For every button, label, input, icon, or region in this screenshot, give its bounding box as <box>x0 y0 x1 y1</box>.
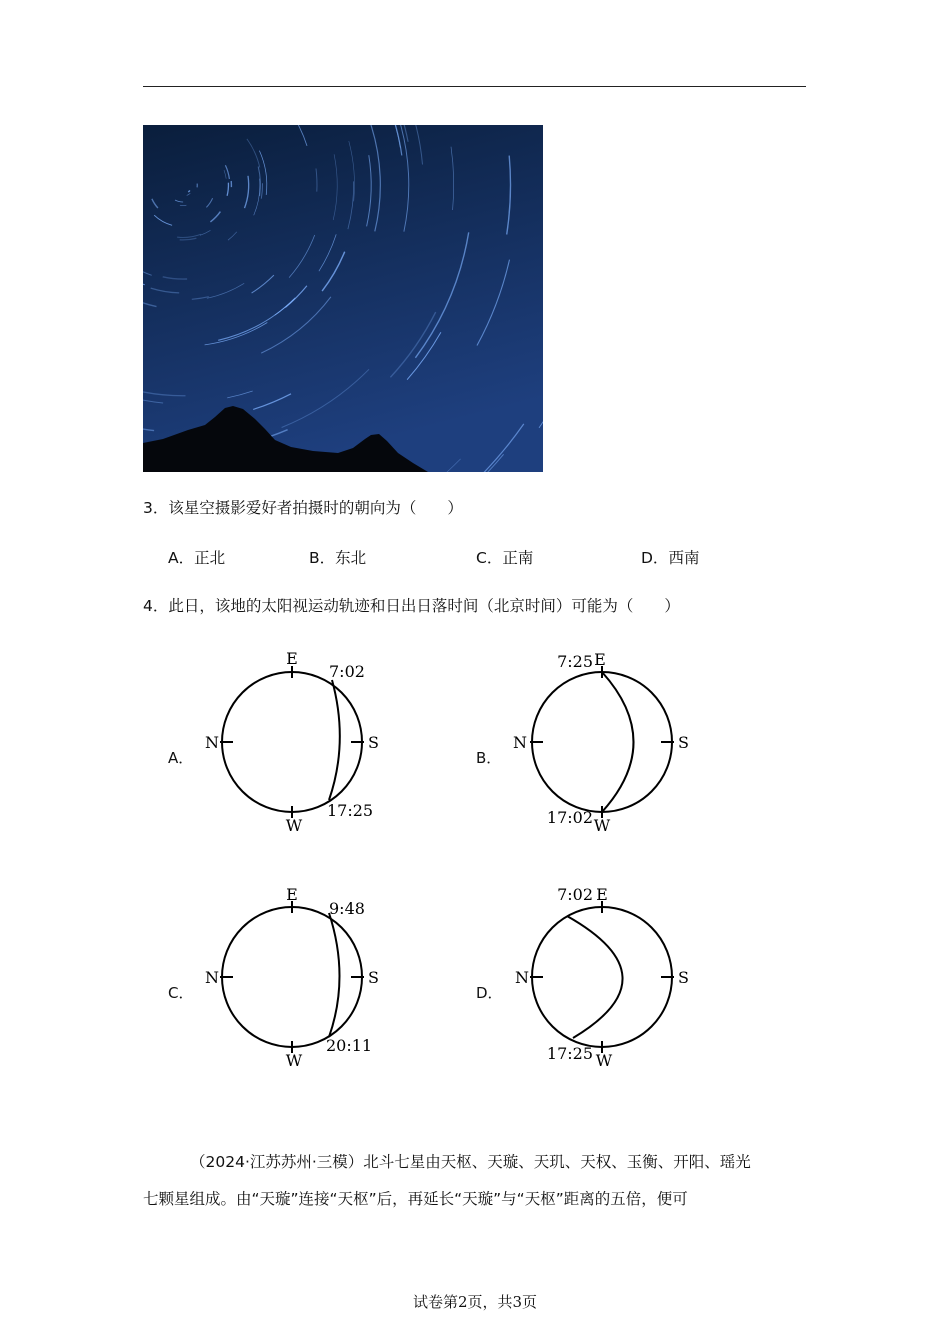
sunrise-time: 7:02 <box>557 885 593 904</box>
label-e: E <box>286 649 298 668</box>
sun-path <box>602 672 634 812</box>
label-e: E <box>594 650 606 669</box>
q3-option-b-letter: B． <box>309 549 336 567</box>
q3-option-c-text: 正南 <box>502 549 534 567</box>
q4-diagram-d[interactable] <box>505 880 705 1075</box>
q3-option-d-letter: D． <box>641 549 669 567</box>
sunset-time: 17:25 <box>327 801 374 820</box>
q4-option-b-label[interactable]: B． <box>476 749 502 767</box>
label-s: S <box>368 968 379 987</box>
sun-path <box>567 916 623 1038</box>
label-s: S <box>368 733 379 752</box>
label-e: E <box>596 885 608 904</box>
label-w: W <box>593 816 611 835</box>
q4-diagram-c[interactable] <box>195 880 395 1075</box>
q3-option-a-letter: A． <box>168 549 195 567</box>
page-footer: 试卷第2页，共3页 <box>412 1293 538 1311</box>
label-w: W <box>285 816 303 835</box>
q3-option-a-text: 正北 <box>194 549 226 567</box>
sunset-time: 17:02 <box>546 808 593 827</box>
q4-option-d-label[interactable]: D． <box>476 984 503 1002</box>
q4-option-c-label[interactable]: C． <box>168 984 194 1002</box>
q3-option-b[interactable] <box>309 548 366 568</box>
sky <box>143 125 543 472</box>
sun-path <box>329 680 340 800</box>
horizon-circle <box>222 907 362 1047</box>
q3-option-c[interactable] <box>476 548 533 568</box>
star-trails-image <box>143 125 543 472</box>
sunset-time: 17:25 <box>546 1044 593 1063</box>
label-n: N <box>513 733 527 752</box>
q4-diagram-b[interactable] <box>505 645 705 840</box>
label-n: N <box>205 968 219 987</box>
sunrise-time: 7:25 <box>557 652 593 671</box>
q3-stem: 3．该星空摄影爱好者拍摄时的朝向为（ ） <box>143 499 463 517</box>
label-e: E <box>286 885 298 904</box>
horizon-circle <box>532 907 672 1047</box>
sunrise-time: 7:02 <box>329 662 365 681</box>
sunset-time: 20:11 <box>326 1036 373 1055</box>
q4-option-a-label[interactable]: A． <box>168 749 194 767</box>
label-w: W <box>595 1051 613 1070</box>
label-s: S <box>678 968 689 987</box>
header-rule <box>143 86 806 87</box>
sunrise-time: 9:48 <box>329 899 365 918</box>
horizon-circle <box>222 672 362 812</box>
q3-option-d-text: 西南 <box>668 549 700 567</box>
q3-option-b-text: 东北 <box>335 549 367 567</box>
label-w: W <box>285 1051 303 1070</box>
q4-diagram-a[interactable] <box>195 645 395 840</box>
sun-path <box>329 913 340 1037</box>
star-trails-photo <box>143 125 543 472</box>
q3-option-c-letter: C． <box>476 549 503 567</box>
q3-option-a[interactable] <box>168 548 225 568</box>
horizon-circle <box>532 672 672 812</box>
label-s: S <box>678 733 689 752</box>
label-n: N <box>515 968 529 987</box>
passage-line-2: 七颗星组成。由“天璇”连接“天枢”后，再延长“天璇”与“天枢”距离的五倍，便可 <box>143 1190 688 1208</box>
q3-option-d[interactable] <box>641 548 699 568</box>
passage-line-1: （2024·江苏苏州·三模）北斗七星由天枢、天璇、天玑、天权、玉衡、开阳、瑶光 <box>190 1153 751 1171</box>
label-n: N <box>205 733 219 752</box>
q4-stem: 4．此日，该地的太阳视运动轨迹和日出日落时间（北京时间）可能为（ ） <box>143 597 680 615</box>
